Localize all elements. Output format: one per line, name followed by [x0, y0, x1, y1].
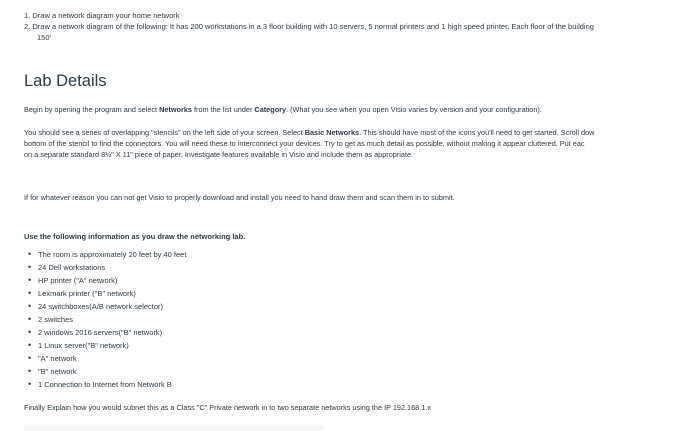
list-item: • "B" network: [28, 365, 186, 378]
lab-details-heading: Lab Details: [24, 72, 107, 90]
list-item: • 24 Dell workstations: [28, 261, 186, 274]
basic-networks-term: Basic Networks: [304, 128, 360, 137]
list-item: • 24 switchboxes(A/B network selector): [28, 300, 186, 313]
list-item: • The room is approximately 20 feet by 40 feet: [28, 248, 186, 261]
paragraph-hand-draw: If for whatever reason you can not get Visio to properly download and install you need to hand draw them and scan them in to submit.: [24, 193, 455, 202]
task-text: Draw a network diagram of the following: It has 200 workstations in a 3 floor building with 10 servers, 5 normal printers and 1 high speed printer. Each floor of the building: [32, 22, 594, 31]
paragraph-subnet-question: Finally Explain how you would subnet this as a Class "C" Private network in to two separate networks using the IP 192.168.1.x: [24, 403, 431, 412]
paragraph-open-program: Begin by opening the program and select Networks from the list under Category. (What you see when you open Visio varies by version and your configuration).: [24, 105, 542, 114]
task-item: [24, 10, 594, 21]
list-item: • Lexmark printer ("B" network): [28, 287, 186, 300]
list-item: • 1 Linux server("B" network): [28, 339, 186, 352]
list-item: • 1 Connection to Internet from Network B: [28, 378, 186, 391]
task-number: 1.: [24, 11, 31, 20]
cutoff-text-fade: [24, 424, 324, 430]
task-number: 2.: [24, 22, 31, 31]
info-subheading: Use the following information as you draw the networking lab.: [24, 232, 246, 241]
list-item: • 2 windows 2016 servers("B" network): [28, 326, 186, 339]
task-text: Draw a network diagram your home network: [32, 11, 180, 20]
list-item: • 2 switches: [28, 313, 186, 326]
list-item: • HP printer ("A" network): [28, 274, 186, 287]
category-term: Category: [254, 105, 287, 114]
networks-term: Networks: [159, 105, 192, 114]
task-item: [24, 21, 594, 43]
paragraph-stencils: You should see a series of overlapping "stencils" on the left side of your screen. Select Basic Networks. This should have most of the icons you'll need to get started. Scroll dow bottom of the stencil to find the connectors. You will need these to interconnect your devices. Try to get as much detail as possible, without making it appear cluttered. Put eac on a separate standard 8½" X 11" piece of paper. Investigate features available in Visio and include them as appropriate.: [24, 128, 595, 159]
task-text-continued: 150': [37, 33, 51, 42]
task-list: [24, 10, 594, 43]
list-item: • "A" network: [28, 352, 186, 365]
requirements-list: [28, 248, 186, 391]
